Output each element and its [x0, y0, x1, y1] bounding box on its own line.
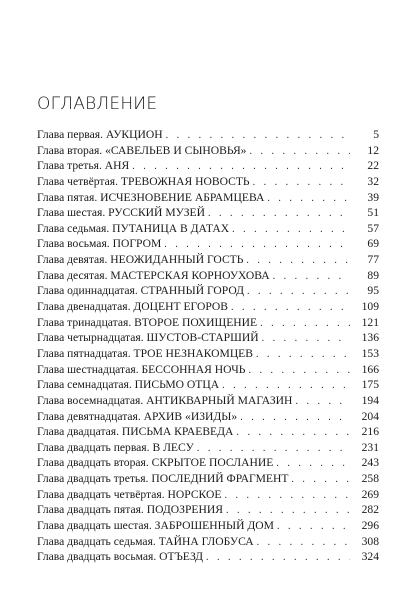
toc-entry[interactable]: [37, 236, 379, 252]
toc-entry[interactable]: [37, 409, 379, 425]
toc-entry-title: Глава двадцать четвёртая. НОРСКОЕ: [37, 487, 222, 501]
dot-leader: [226, 503, 350, 519]
toc-entry-page-number: 216: [361, 425, 379, 439]
dot-leader: [231, 300, 350, 316]
toc-entry[interactable]: [37, 549, 379, 565]
dot-leader: [249, 144, 350, 160]
toc-entry-page-number: 204: [361, 409, 379, 423]
toc-entry-page-number: 175: [361, 378, 379, 392]
toc-entry-title: Глава двадцать пятая. ПОДОЗРЕНИЯ: [37, 503, 223, 517]
dot-leader: [197, 441, 350, 457]
dot-leader: [247, 284, 350, 300]
toc-entry-title: Глава семнадцатая. ПИСЬМО ОТЦА: [37, 378, 220, 392]
toc-entry-page-number: 194: [361, 393, 379, 407]
toc-entry-title: Глава шестнадцатая. БЕССОННАЯ НОЧЬ: [37, 362, 246, 376]
toc-entry-title: Глава тринадцатая. ВТОРОЕ ПОХИЩЕНИЕ: [37, 315, 258, 329]
toc-entry-page-number: 89: [367, 268, 379, 282]
toc-entry-title: Глава десятая. МАСТЕРСКАЯ КОРНОУХОВА: [37, 268, 270, 282]
toc-entry-page-number: 121: [361, 315, 379, 329]
toc-entry[interactable]: [37, 518, 379, 534]
toc-entry-title: Глава двадцать первая. В ЛЕСУ: [37, 440, 194, 454]
toc-entry[interactable]: [37, 190, 379, 206]
toc-entry-page-number: 296: [361, 519, 379, 533]
toc-entry-page-number: 308: [361, 534, 379, 548]
toc-entry[interactable]: [37, 362, 379, 378]
dot-leader: [262, 331, 350, 347]
toc-entry-title: Глава первая. АУКЦИОН: [37, 128, 163, 141]
toc-entry-title: Глава двадцать шестая. ЗАБРОШЕННЫЙ ДОМ: [37, 519, 274, 533]
dot-leader: [267, 191, 350, 207]
toc-entry-page-number: 95: [367, 284, 379, 298]
toc-entry[interactable]: [37, 502, 379, 518]
toc-entry-title: Глава двадцать седьмая. ТАЙНА ГЛОБУСА: [37, 534, 254, 548]
dot-leader: [273, 269, 350, 285]
toc-entry-page-number: 153: [361, 346, 379, 360]
toc-entry[interactable]: [37, 487, 379, 503]
toc-entry[interactable]: [37, 377, 379, 393]
toc-entry[interactable]: [37, 315, 379, 331]
dot-leader: [232, 222, 350, 238]
dot-leader: [248, 363, 350, 379]
toc-entry[interactable]: [37, 143, 379, 159]
toc-entry-page-number: 258: [361, 472, 379, 486]
toc-entry[interactable]: [37, 424, 379, 440]
toc-entry-page-number: 166: [361, 362, 379, 376]
toc-entry-title: Глава вторая. «САВЕЛЬЕВ И СЫНОВЬЯ»: [37, 143, 247, 157]
dot-leader: [132, 159, 350, 175]
toc-entry[interactable]: [37, 299, 379, 315]
toc-entry-page-number: 136: [361, 331, 379, 345]
dot-leader: [224, 488, 350, 504]
toc-entry[interactable]: [37, 393, 379, 409]
toc-entry-page-number: 32: [367, 174, 379, 188]
toc-entry-title: Глава пятнадцатая. ТРОЕ НЕЗНАКОМЦЕВ: [37, 346, 254, 360]
dot-leader: [164, 237, 350, 253]
dot-leader: [276, 456, 350, 472]
toc-entry-page-number: 5: [373, 128, 379, 141]
toc-entry[interactable]: [37, 440, 379, 456]
toc-entry[interactable]: [37, 471, 379, 487]
dot-leader: [240, 410, 350, 426]
dot-leader: [222, 378, 350, 394]
toc-entry-page-number: 12: [367, 143, 379, 157]
toc-entry[interactable]: [37, 268, 379, 284]
dot-leader: [246, 253, 350, 269]
toc-entry-title: Глава восьмая. ПОГРОМ: [37, 237, 162, 251]
toc-entry-title: Глава третья. АНЯ: [37, 159, 130, 173]
toc-entry-title: Глава шестая. РУССКИЙ МУЗЕЙ: [37, 206, 205, 220]
toc-entry[interactable]: [37, 127, 379, 143]
dot-leader: [295, 394, 350, 410]
toc-entry-title: Глава девятнадцатая. АРХИВ «ИЗИДЫ»: [37, 409, 238, 423]
dot-leader: [208, 206, 350, 222]
toc-entry[interactable]: [37, 158, 379, 174]
toc-entry[interactable]: [37, 455, 379, 471]
toc-entry-title: Глава девятая. НЕОЖИДАННЫЙ ГОСТЬ: [37, 253, 244, 267]
toc-entry-title: Глава пятая. ИСЧЕЗНОВЕНИЕ АБРАМЦЕВА: [37, 190, 265, 204]
toc-entry-page-number: 51: [367, 206, 379, 220]
toc-entry-page-number: 269: [361, 487, 379, 501]
toc-entry-title: Глава четвёртая. ТРЕВОЖНАЯ НОВОСТЬ: [37, 174, 250, 188]
toc-entry[interactable]: [37, 534, 379, 550]
toc-entry-title: Глава одиннадцатая. СТРАННЫЙ ГОРОД: [37, 284, 245, 298]
toc-entry-page-number: 282: [361, 503, 379, 517]
dot-leader: [260, 316, 350, 332]
toc-entry-title: Глава четырнадцатая. ШУСТОВ-СТАРШИЙ: [37, 331, 259, 345]
toc-entry[interactable]: [37, 174, 379, 190]
toc-entry-page-number: 109: [361, 300, 379, 314]
dot-leader: [256, 347, 350, 363]
dot-leader: [253, 175, 350, 191]
table-of-contents: [37, 127, 379, 565]
toc-entry-page-number: 243: [361, 456, 379, 470]
toc-entry-title: Глава двадцатая. ПИСЬМА КРАЕВЕДА: [37, 425, 234, 439]
toc-entry-page-number: 22: [367, 159, 379, 173]
toc-entry-page-number: 57: [367, 221, 379, 235]
toc-entry-page-number: 324: [361, 550, 379, 564]
toc-entry-page-number: 231: [361, 440, 379, 454]
dot-leader: [166, 128, 350, 144]
dot-leader: [277, 519, 350, 535]
toc-entry-title: Глава двадцать третья. ПОСЛЕДНИЙ ФРАГМЕНТ: [37, 472, 289, 486]
dot-leader: [291, 472, 350, 488]
toc-entry-title: Глава восемнадцатая. АНТИКВАРНЫЙ МАГАЗИН: [37, 393, 293, 407]
dot-leader: [257, 535, 350, 551]
toc-entry[interactable]: [37, 346, 379, 362]
toc-entry-title: Глава двадцать восьмая. ОТЪЕЗД: [37, 550, 204, 564]
toc-entry[interactable]: [37, 283, 379, 299]
toc-entry-page-number: 69: [367, 237, 379, 251]
toc-entry[interactable]: [37, 221, 379, 237]
page-title: ОГЛАВЛЕНИЕ: [37, 94, 158, 114]
toc-entry-title: Глава двенадцатая. ДОЦЕНТ ЕГОРОВ: [37, 300, 229, 314]
dot-leader: [206, 550, 350, 566]
toc-entry-title: Глава двадцать вторая. СКРЫТОЕ ПОСЛАНИЕ: [37, 456, 274, 470]
toc-entry[interactable]: [37, 252, 379, 268]
toc-entry-title: Глава седьмая. ПУТАНИЦА В ДАТАХ: [37, 221, 230, 235]
toc-entry-page-number: 77: [367, 253, 379, 267]
toc-entry[interactable]: [37, 205, 379, 221]
toc-entry[interactable]: [37, 330, 379, 346]
dot-leader: [236, 425, 350, 441]
toc-entry-page-number: 39: [367, 190, 379, 204]
